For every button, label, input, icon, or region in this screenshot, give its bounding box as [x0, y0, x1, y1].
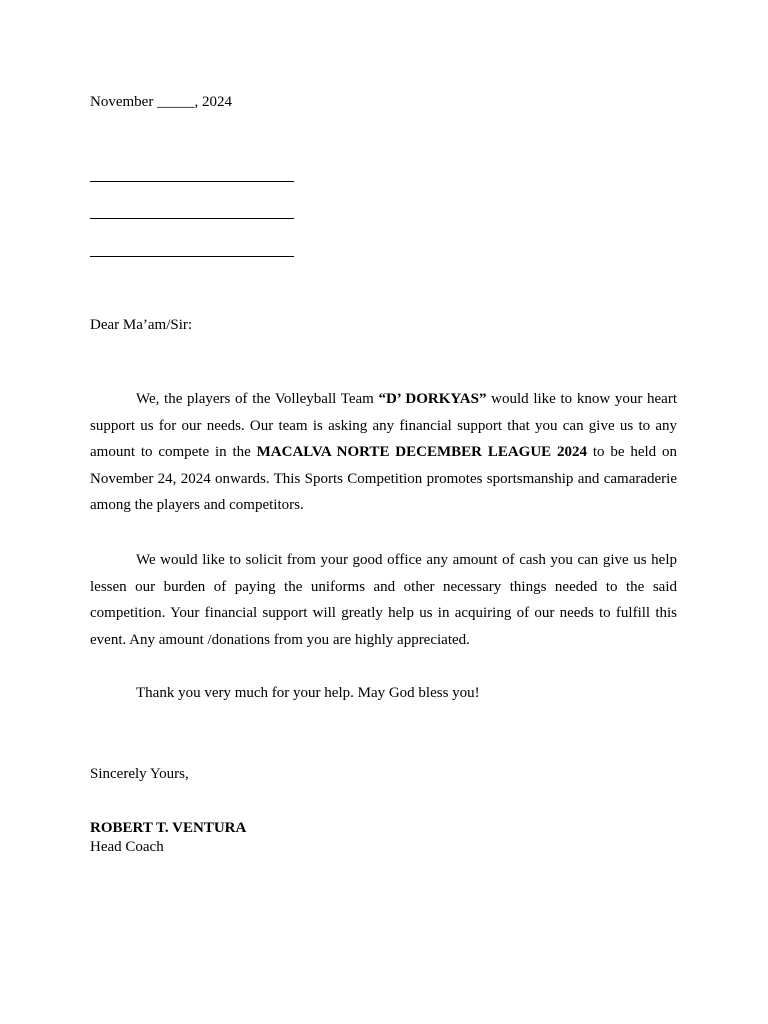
body-paragraph-2: We would like to solicit from your good office any amount of cash you can give us help lessen our burden of paying the uniforms and other necessary things needed to the said competition. Your financial support will greatly help us in acquiring of our needs to fulfill this event. Any amount /donations from you are highly appreciated.	[90, 552, 677, 648]
body-paragraph-3: Thank you very much for your help. May God bless you!	[136, 685, 480, 701]
closing: Sincerely Yours,	[90, 766, 189, 782]
signer-title: Head Coach	[90, 839, 164, 855]
recipient-line-3	[90, 256, 294, 257]
paragraph-1-text-c: to be held on November 24, 2024 onwards. This Sports Competition promotes sportsmanship and camaraderie among the players and competitors.	[90, 444, 678, 514]
recipient-line-2	[90, 218, 294, 219]
team-name: “D’ DORKYAS”	[378, 391, 487, 407]
league-name: MACALVA NORTE DECEMBER LEAGUE 2024	[256, 444, 588, 461]
paragraph-1-text-a: We, the players of the Volleyball Team	[136, 391, 379, 407]
paragraph-1-text-b: would like to know your heart support us for our needs. Our team is asking any financial support that you can give us to any amount to compete in the	[90, 391, 677, 461]
letter-date: November _____, 2024	[90, 94, 233, 110]
recipient-line-1	[90, 181, 294, 182]
body-paragraph-1	[90, 386, 677, 519]
salutation: Dear Ma’am/Sir:	[90, 317, 193, 333]
signer-name: ROBERT T. VENTURA	[90, 820, 247, 836]
